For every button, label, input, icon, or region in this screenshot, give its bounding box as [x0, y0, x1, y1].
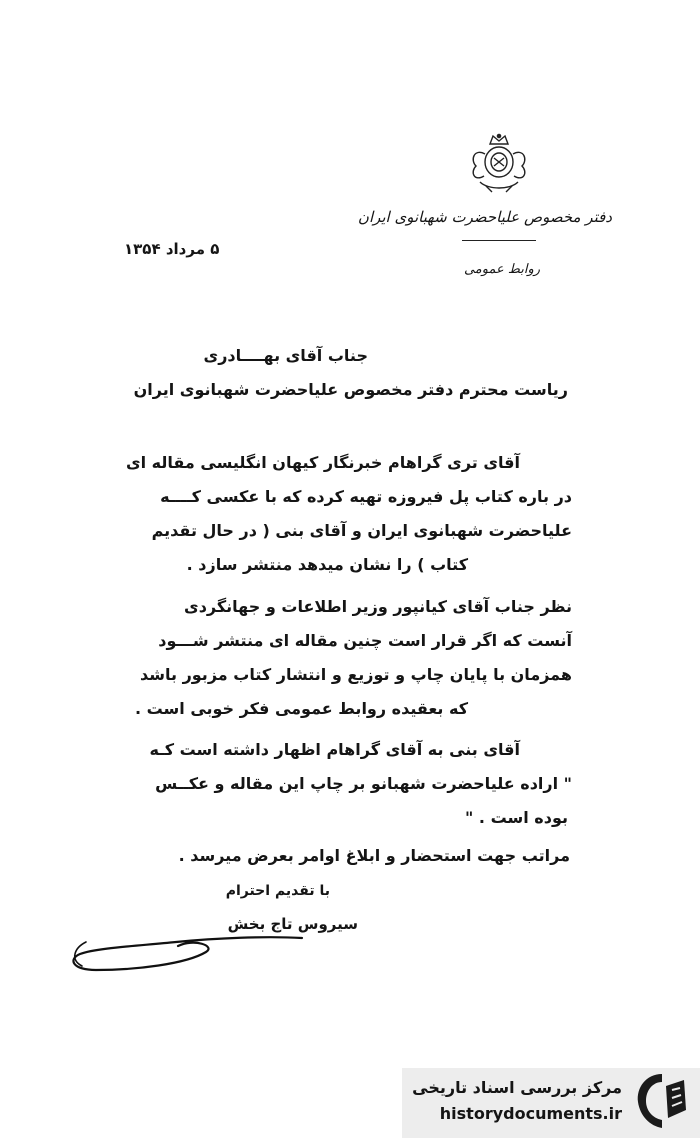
- closing-regards: با تقدیم احترام: [225, 883, 330, 899]
- recipient-title: ریاست محترم دفتر مخصوص علیاحضرت شهبانوی ایران: [133, 380, 568, 399]
- letterhead-office-name: دفتر مخصوص علیاحضرت شهبانوی ایران: [357, 208, 612, 226]
- signer-name: سیروس تاج بخش: [227, 915, 358, 933]
- royal-crest-icon: [464, 132, 534, 194]
- body-line: همزمان با پایان چاپ و توزیع و انتشار کتاب مزبور باشد: [140, 665, 572, 684]
- body-line: آقای بنی به آقای گراهام اظهار داشته است کـه: [149, 740, 520, 759]
- letterhead-divider: [462, 240, 536, 241]
- letterhead-department: روابط عمومی: [463, 262, 540, 277]
- watermark-title: مرکز بررسی اسناد تاریخی: [412, 1078, 622, 1097]
- watermark-url: historydocuments.ir: [439, 1104, 622, 1123]
- body-line: در باره کتاب پل فیروزه تهیه کرده که با عکسی کــــه: [160, 487, 572, 506]
- body-line: آقای تری گراهام خبرنگار کیهان انگلیسی مقاله ای: [125, 453, 520, 472]
- body-line: بوده است . ": [465, 808, 568, 827]
- archive-logo-icon: [632, 1070, 692, 1132]
- body-line: " اراده علیاحضرت شهبانو بر چاپ این مقاله و عکــس: [155, 774, 572, 793]
- handwritten-signature: [66, 908, 306, 974]
- letter-date: ۵ مرداد ۱۳۵۴: [124, 240, 220, 258]
- body-line: که بعقیده روابط عمومی فکر خوبی است .: [134, 699, 468, 718]
- body-line: کتاب ) را نشان میدهد منتشر سازد .: [186, 555, 468, 574]
- recipient-name: جناب آقای بهــــادری: [203, 346, 368, 365]
- body-line: علیاحضرت شهبانوی ایران و آقای بنی ( در حال تقدیم: [151, 521, 572, 540]
- body-line: نظر جناب آقای کیانپور وزیر اطلاعات و جهانگردی: [184, 597, 572, 616]
- body-line: آنست که اگر قرار است چنین مقاله ای منتشر شـــود: [158, 631, 572, 650]
- body-line: مراتب جهت استحضار و ابلاغ اوامر بعرض میرسد .: [178, 846, 570, 865]
